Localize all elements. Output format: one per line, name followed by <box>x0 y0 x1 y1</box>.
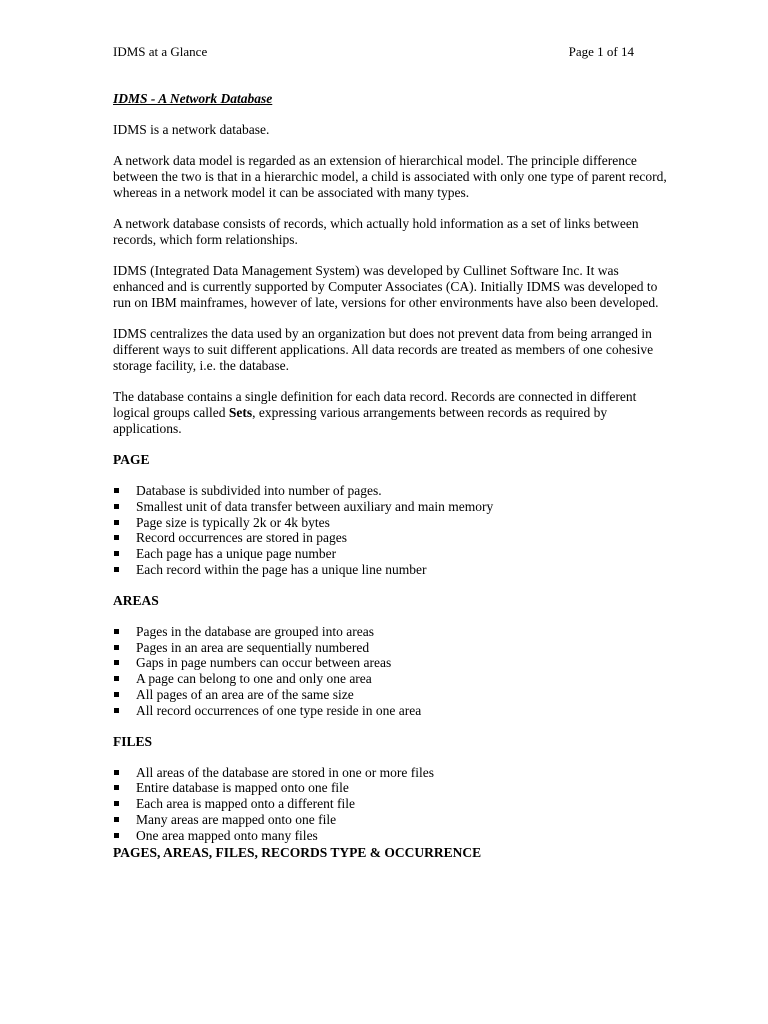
list-item <box>113 530 673 546</box>
square-bullet-icon <box>114 801 119 806</box>
square-bullet-icon <box>114 567 119 572</box>
square-bullet-icon <box>114 504 119 509</box>
header-document-title: IDMS at a Glance <box>113 44 208 59</box>
list-item-text: All areas of the database are stored in one or more files <box>136 764 435 780</box>
square-bullet-icon <box>114 535 119 540</box>
list-item-text: Gaps in page numbers can occur between areas <box>136 655 392 671</box>
list-item <box>113 655 673 671</box>
list-item <box>113 687 673 703</box>
list-item-text: Each page has a unique page number <box>136 546 337 562</box>
sets-term: Sets <box>228 405 253 420</box>
list-item-text: All record occurrences of one type reside in one area <box>136 702 422 718</box>
section-heading-files: FILES <box>113 733 153 749</box>
list-item <box>113 796 673 812</box>
list-item <box>113 703 673 719</box>
list-item <box>113 828 673 844</box>
page-list <box>113 483 673 578</box>
list-item <box>113 624 673 640</box>
list-item-text: Each record within the page has a unique line number <box>136 561 427 577</box>
section-heading-areas: AREAS <box>113 592 159 608</box>
sets-paragraph <box>113 389 673 437</box>
document-title: IDMS - A Network Database <box>113 91 273 106</box>
list-item <box>113 562 673 578</box>
list-item <box>113 499 673 515</box>
list-item-text: Smallest unit of data transfer between auxiliary and main memory <box>136 498 494 514</box>
paragraph: IDMS is a network database. <box>113 122 270 137</box>
list-item-text: Pages in an area are sequentially numbered <box>136 639 370 655</box>
list-item <box>113 546 673 562</box>
square-bullet-icon <box>114 629 119 634</box>
sets-paragraph-text: The database contains a single definition for each data record. Records are connected in different logical groups called <box>113 389 637 420</box>
square-bullet-icon <box>114 520 119 525</box>
page-header <box>113 44 634 62</box>
list-item <box>113 671 673 687</box>
header-page-number: Page 1 of 14 <box>568 44 634 59</box>
list-item-text: Each area is mapped onto a different file <box>136 796 356 812</box>
list-item-text: Record occurrences are stored in pages <box>136 530 348 546</box>
list-item-text: Pages in the database are grouped into areas <box>136 623 375 639</box>
list-item-text: Page size is typically 2k or 4k bytes <box>136 514 330 530</box>
square-bullet-icon <box>114 692 119 697</box>
square-bullet-icon <box>114 488 119 493</box>
square-bullet-icon <box>114 676 119 681</box>
list-item <box>113 765 673 781</box>
document-body <box>113 91 673 876</box>
list-item-text: One area mapped onto many files <box>136 827 318 843</box>
square-bullet-icon <box>114 833 119 838</box>
square-bullet-icon <box>114 708 119 713</box>
list-item <box>113 640 673 656</box>
list-item <box>113 812 673 828</box>
square-bullet-icon <box>114 817 119 822</box>
paragraph: IDMS (Integrated Data Management System) was developed by Cullinet Software Inc. It was enhanced and is currently supported by Computer Associates (CA). Initially IDMS was developed to run on IBM mainframes, however of late, versions for other environments have also been developed. <box>113 263 659 310</box>
sets-paragraph-text: , expressing various arrangements between records as required by applications. <box>113 405 608 436</box>
list-item-text: All pages of an area are of the same size <box>136 686 354 702</box>
list-item <box>113 483 673 499</box>
files-list <box>113 765 673 844</box>
paragraph: A network database consists of records, which actually hold information as a set of links between records, which form relationships. <box>113 216 639 247</box>
square-bullet-icon <box>114 645 119 650</box>
section-heading-summary: PAGES, AREAS, FILES, RECORDS TYPE & OCCURRENCE <box>113 844 482 860</box>
areas-list <box>113 624 673 719</box>
list-item-text: Entire database is mapped onto one file <box>136 780 349 796</box>
section-heading-page: PAGE <box>113 452 150 467</box>
square-bullet-icon <box>114 660 119 665</box>
list-item-text: Database is subdivided into number of pages. <box>136 483 382 498</box>
square-bullet-icon <box>114 785 119 790</box>
list-item <box>113 515 673 531</box>
list-item-text: A page can belong to one and only one area <box>136 671 372 687</box>
list-item <box>113 780 673 796</box>
paragraph: IDMS centralizes the data used by an organization but does not prevent data from being arranged in different ways to suit different applications. All data records are treated as members of one cohesive storage facility, i.e. the database. <box>113 326 654 373</box>
square-bullet-icon <box>114 551 119 556</box>
list-item-text: Many areas are mapped onto one file <box>136 811 337 827</box>
paragraph: A network data model is regarded as an extension of hierarchical model. The principle difference between the two is that in a hierarchic model, a child is associated with only one type of parent record, whereas in a network model it can be associated with many types. <box>113 153 667 200</box>
square-bullet-icon <box>114 770 119 775</box>
